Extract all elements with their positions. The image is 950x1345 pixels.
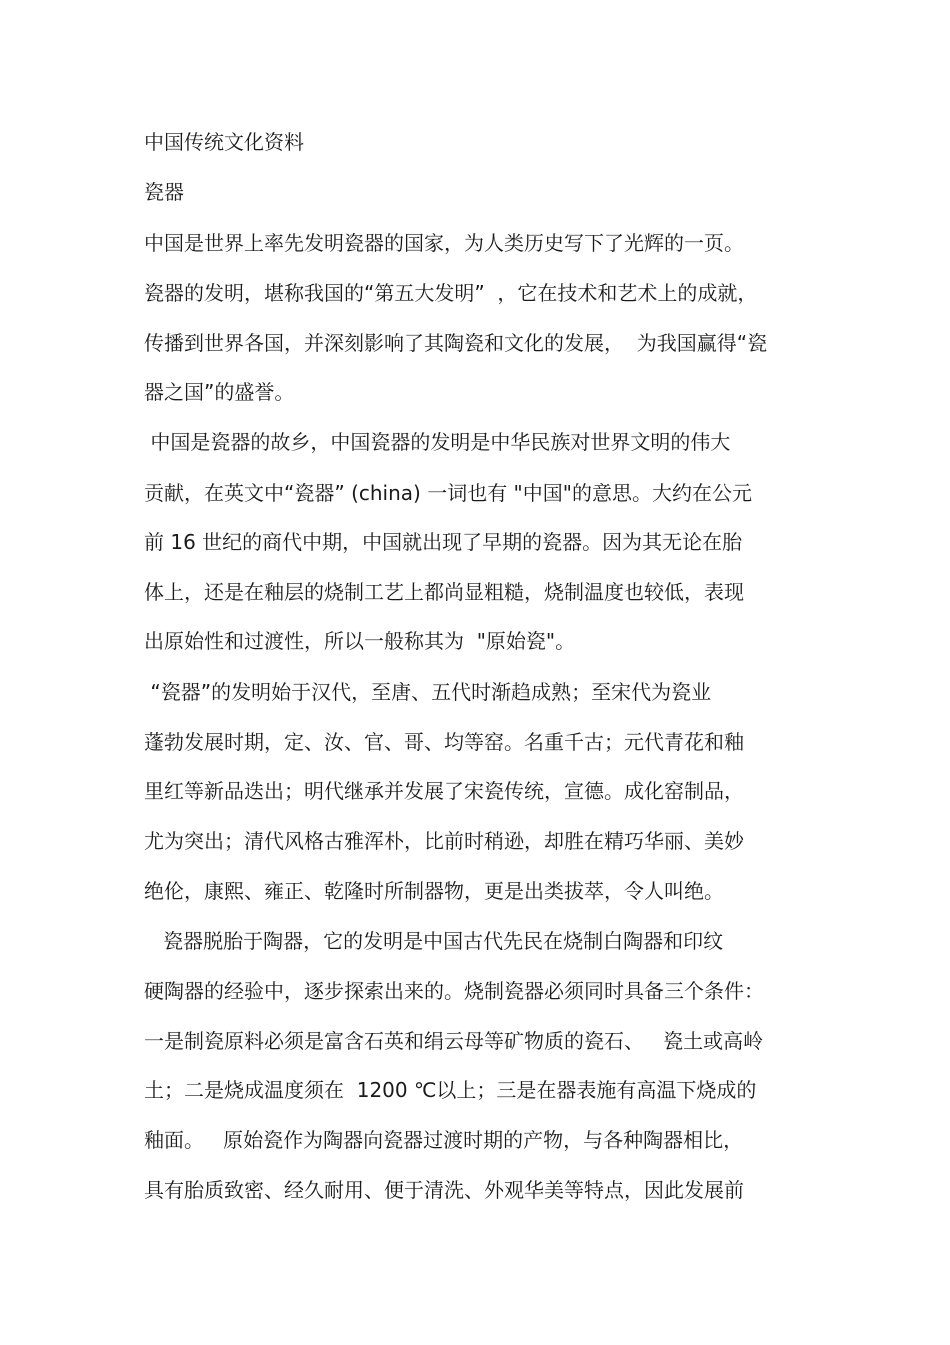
text-line: 中国是瓷器的故乡，中国瓷器的发明是中华民族对世界文明的伟大 — [144, 430, 731, 454]
document-title: 中国传统文化资料 — [144, 130, 304, 154]
text-line: 瓷器的发明，堪称我国的“第五大发明” ，它在技术和艺术上的成就， — [144, 281, 758, 305]
text-line: 里红等新品迭出；明代继承并发展了宋瓷传统，宣德。成化窑制品， — [144, 779, 744, 803]
text-line: 蓬勃发展时期，定、汝、官、哥、均等窑。名重千古；元代青花和釉 — [144, 730, 744, 754]
text-line: 传播到世界各国，并深刻影响了其陶瓷和文化的发展， 为我国赢得“瓷 — [144, 331, 768, 355]
section-heading: 瓷器 — [144, 180, 184, 204]
text-line: 出原始性和过渡性，所以一般称其为 "原始瓷"。 — [144, 629, 576, 653]
text-line: 土；二是烧成温度须在 1200 ℃以上；三是在器表施有高温下烧成的 — [144, 1078, 757, 1102]
text-line: 器之国”的盛誉。 — [144, 380, 295, 404]
text-line: 硬陶器的经验中，逐步探索出来的。烧制瓷器必须同时具备三个条件： — [144, 979, 764, 1003]
text-line: 体上，还是在釉层的烧制工艺上都尚显粗糙，烧制温度也较低，表现 — [144, 580, 744, 604]
text-line: 绝伦，康熙、雍正、乾隆时所制器物，更是出类拔萃，令人叫绝。 — [144, 879, 724, 903]
text-line: “瓷器”的发明始于汉代，至唐、五代时渐趋成熟；至宋代为瓷业 — [144, 680, 712, 704]
text-line: 具有胎质致密、经久耐用、便于清洗、外观华美等特点，因此发展前 — [144, 1178, 744, 1202]
text-line: 尤为突出；清代风格古雅浑朴，比前时稍逊，却胜在精巧华丽、美妙 — [144, 829, 744, 853]
text-line: 中国是世界上率先发明瓷器的国家，为人类历史写下了光辉的一页。 — [144, 231, 744, 255]
text-line: 贡献，在英文中“瓷器” (china) 一词也有 "中国"的意思。大约在公元 — [144, 481, 752, 505]
text-line: 釉面。 原始瓷作为陶器向瓷器过渡时期的产物，与各种陶器相比， — [144, 1128, 744, 1152]
text-line: 一是制瓷原料必须是富含石英和绢云母等矿物质的瓷石、 瓷土或高岭 — [144, 1029, 764, 1053]
text-line: 前 16 世纪的商代中期，中国就出现了早期的瓷器。因为其无论在胎 — [144, 530, 743, 554]
text-line: 瓷器脱胎于陶器，它的发明是中国古代先民在烧制白陶器和印纹 — [144, 929, 724, 953]
